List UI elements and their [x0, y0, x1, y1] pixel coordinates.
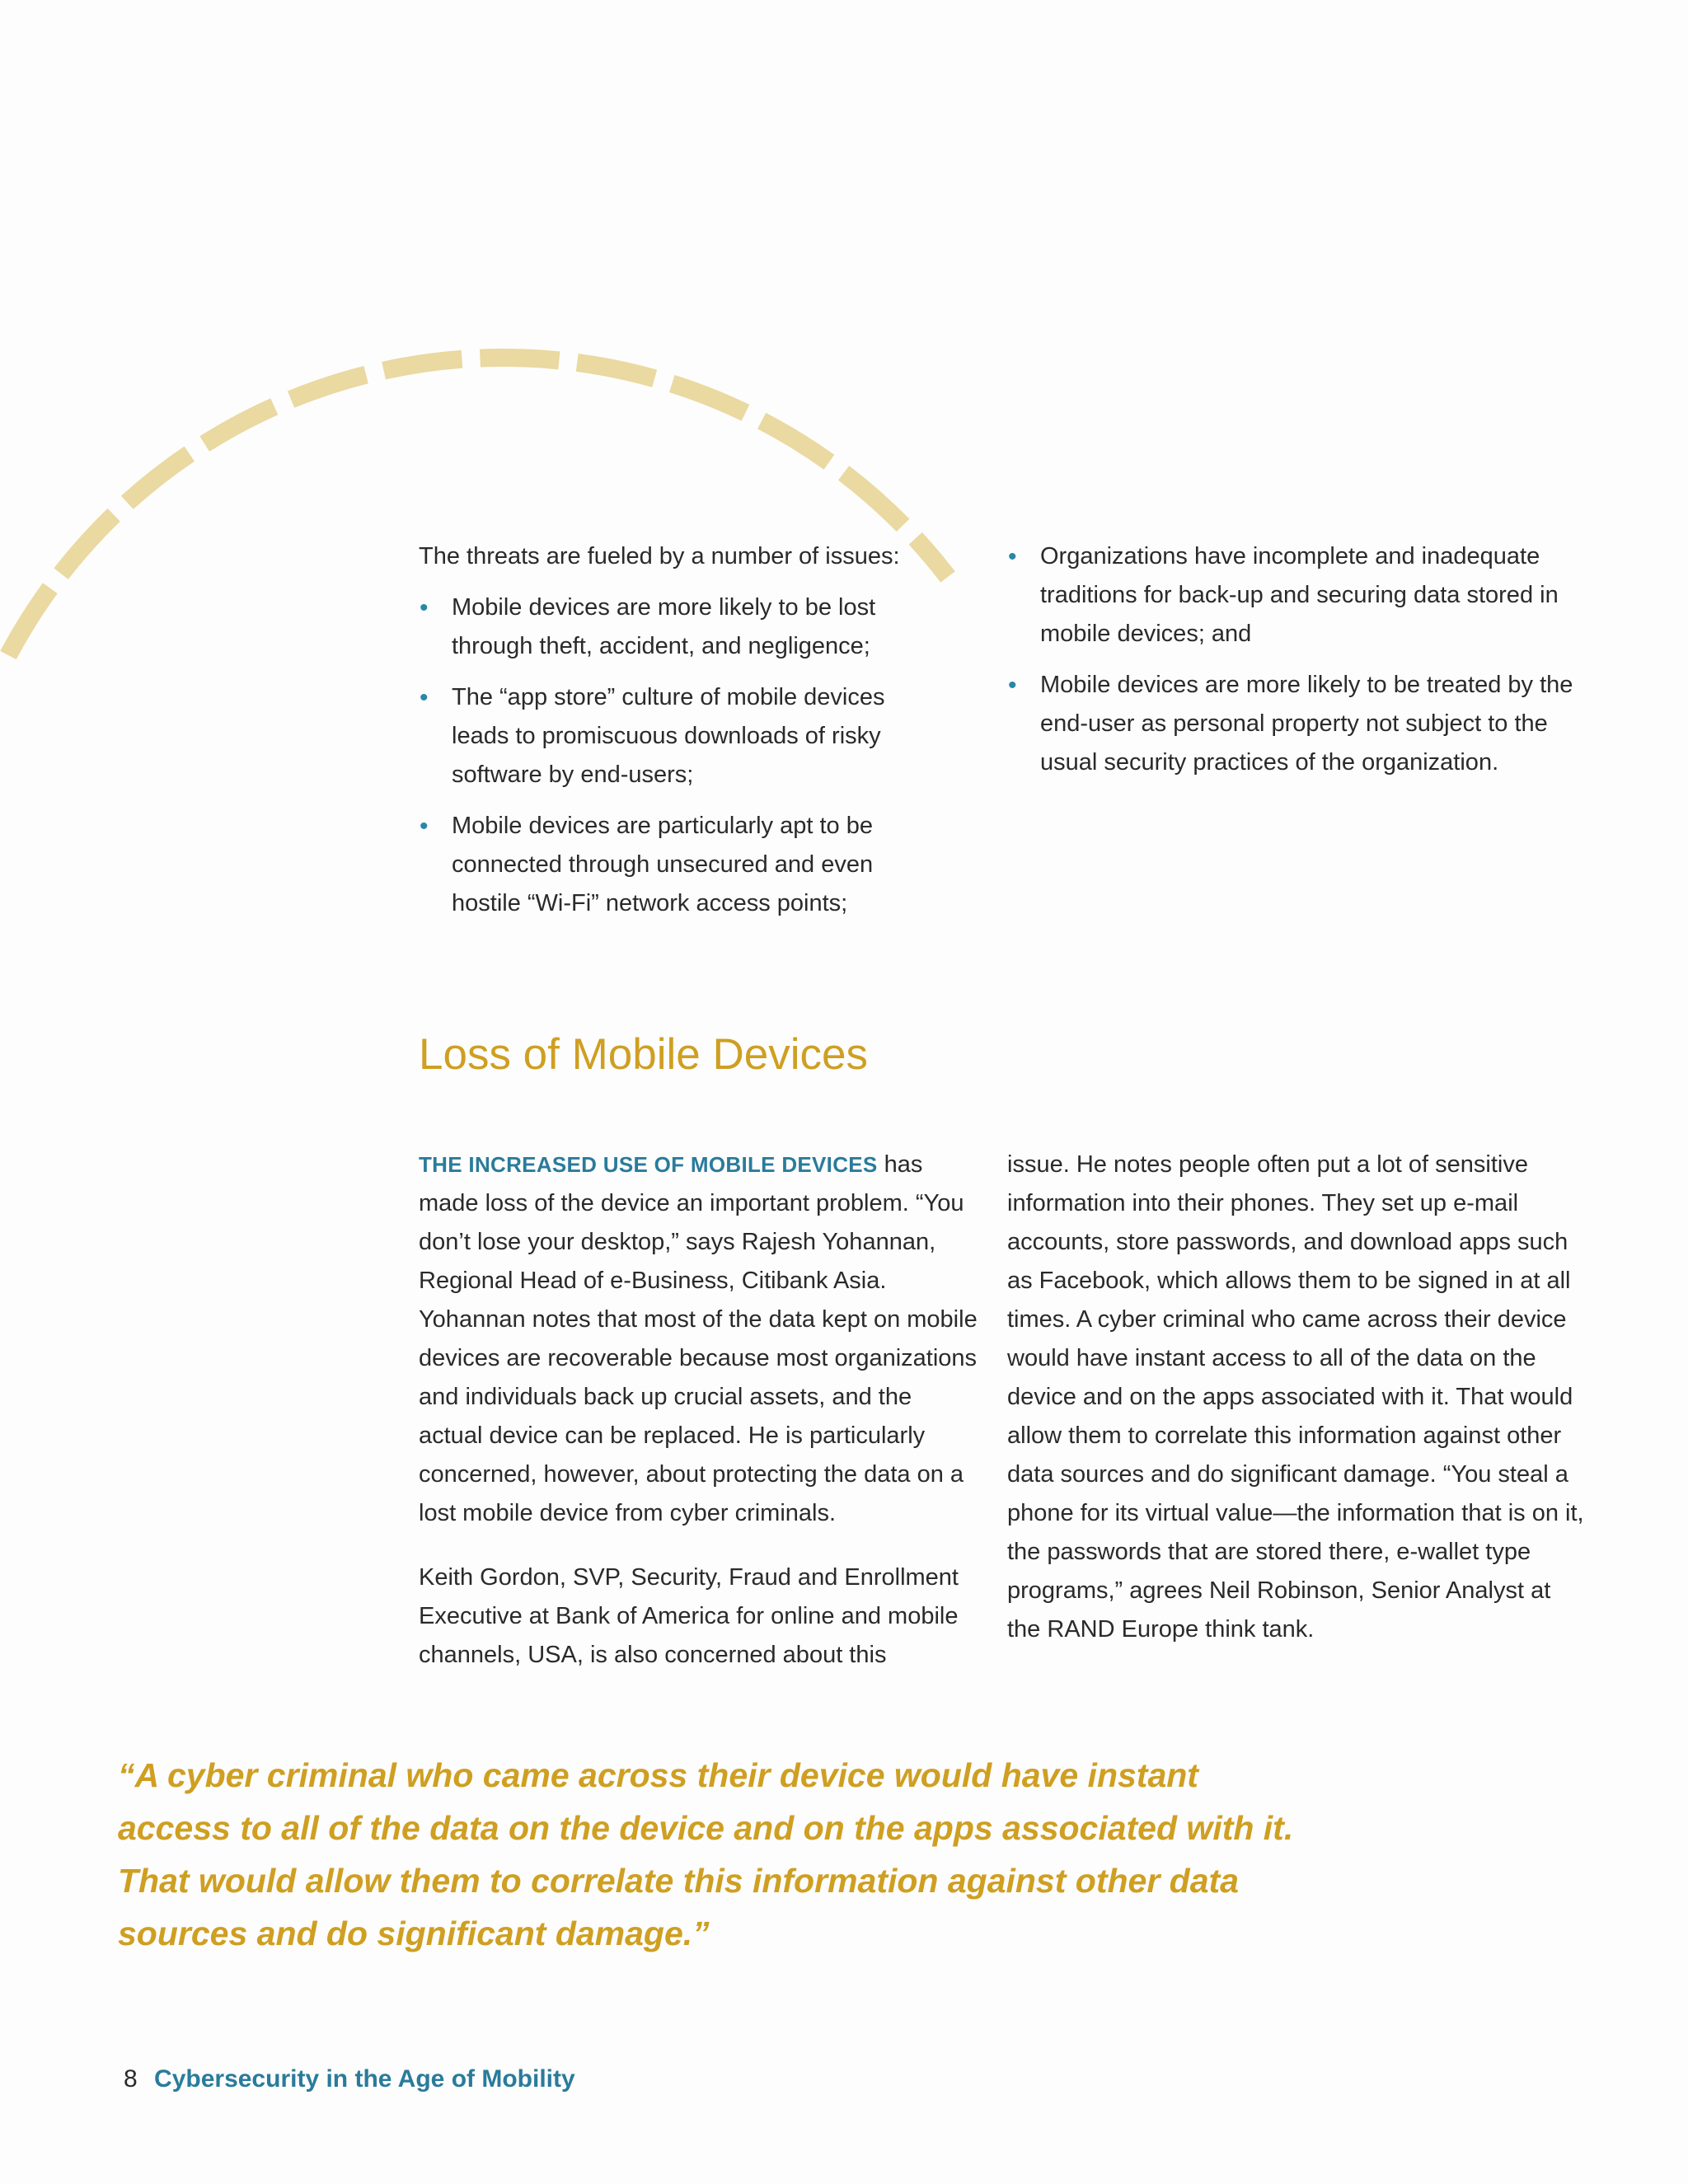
threat-list-right [1007, 537, 1584, 782]
list-item-text: Mobile devices are particularly apt to be connected through unsecured and even hostile “Wi-Fi” network access points; [452, 813, 874, 916]
bullet-icon: • [420, 684, 429, 711]
article-paragraph: Keith Gordon, SVP, Security, Fraud and Enrollment Executive at Bank of America for online and mobile channels, USA, is also concerned about this [419, 1564, 959, 1668]
list-item-text: The “app store” culture of mobile devices leads to promiscuous downloads of risky software by end-users; [452, 684, 885, 788]
article-right-column [1007, 1146, 1584, 1649]
intro-lead: The threats are fueled by a number of issues: [419, 543, 900, 569]
article-paragraph: issue. He notes people often put a lot of sensitive information into their phones. They set up e-mail accounts, store passwords, and download apps such as Facebook, which allows them to be signed in at all times. A cyber criminal who came across their device would have instant access to all of the data on the device and on the apps associated with it. That would allow them to correlate this information against other data sources and do significant damage. “You steal a phone for its virtual value—the information that is on it, the passwords that are stored there, e-wallet type programs,” agrees Neil Robinson, Senior Analyst at the RAND Europe think tank. [1007, 1151, 1584, 1643]
list-item [419, 807, 946, 923]
bullet-icon: • [1008, 543, 1017, 570]
threat-list-left [419, 588, 946, 923]
list-item [1007, 537, 1584, 654]
list-item [1007, 666, 1584, 782]
article-paragraph [419, 1146, 979, 1533]
page-number: 8 [124, 2065, 138, 2093]
list-item [419, 678, 946, 794]
bullet-icon: • [1008, 672, 1017, 699]
intro-left-column [419, 537, 946, 935]
article-left-column [419, 1146, 979, 1700]
lede-caps: THE INCREASED USE OF MOBILE DEVICES [419, 1152, 878, 1177]
intro-right-column [1007, 537, 1584, 794]
bullet-icon: • [420, 594, 429, 621]
publication-title: Cybersecurity in the Age of Mobility [154, 2065, 575, 2093]
pull-quote: “A cyber criminal who came across their device would have instant access to all of the data on the device and on the apps associated with it. That would allow them to correlate this information against other data sources and do significant damage.” [118, 1756, 1294, 1952]
paragraph-text: has made loss of the device an important problem. “You don’t lose your desktop,” says Rajesh Yohannan, Regional Head of e-Business, Citibank Asia. Yohannan notes that most of the data kept on mobile devices are recoverable because most organizations and individuals back up crucial assets, and the actual device can be replaced. He is particularly concerned, however, about protecting the data on a lost mobile device from cyber criminals. [419, 1151, 978, 1526]
list-item-text: Mobile devices are more likely to be treated by the end-user as personal property not subject to the usual security practices of the organization. [1040, 672, 1573, 776]
bullet-icon: • [420, 813, 429, 840]
list-item [419, 588, 946, 666]
section-heading: Loss of Mobile Devices [419, 1030, 868, 1079]
list-item-text: Mobile devices are more likely to be lost through theft, accident, and negligence; [452, 594, 876, 659]
list-item-text: Organizations have incomplete and inadequate traditions for back-up and securing data stored in mobile devices; and [1040, 543, 1559, 647]
page-footer [124, 2063, 575, 2096]
